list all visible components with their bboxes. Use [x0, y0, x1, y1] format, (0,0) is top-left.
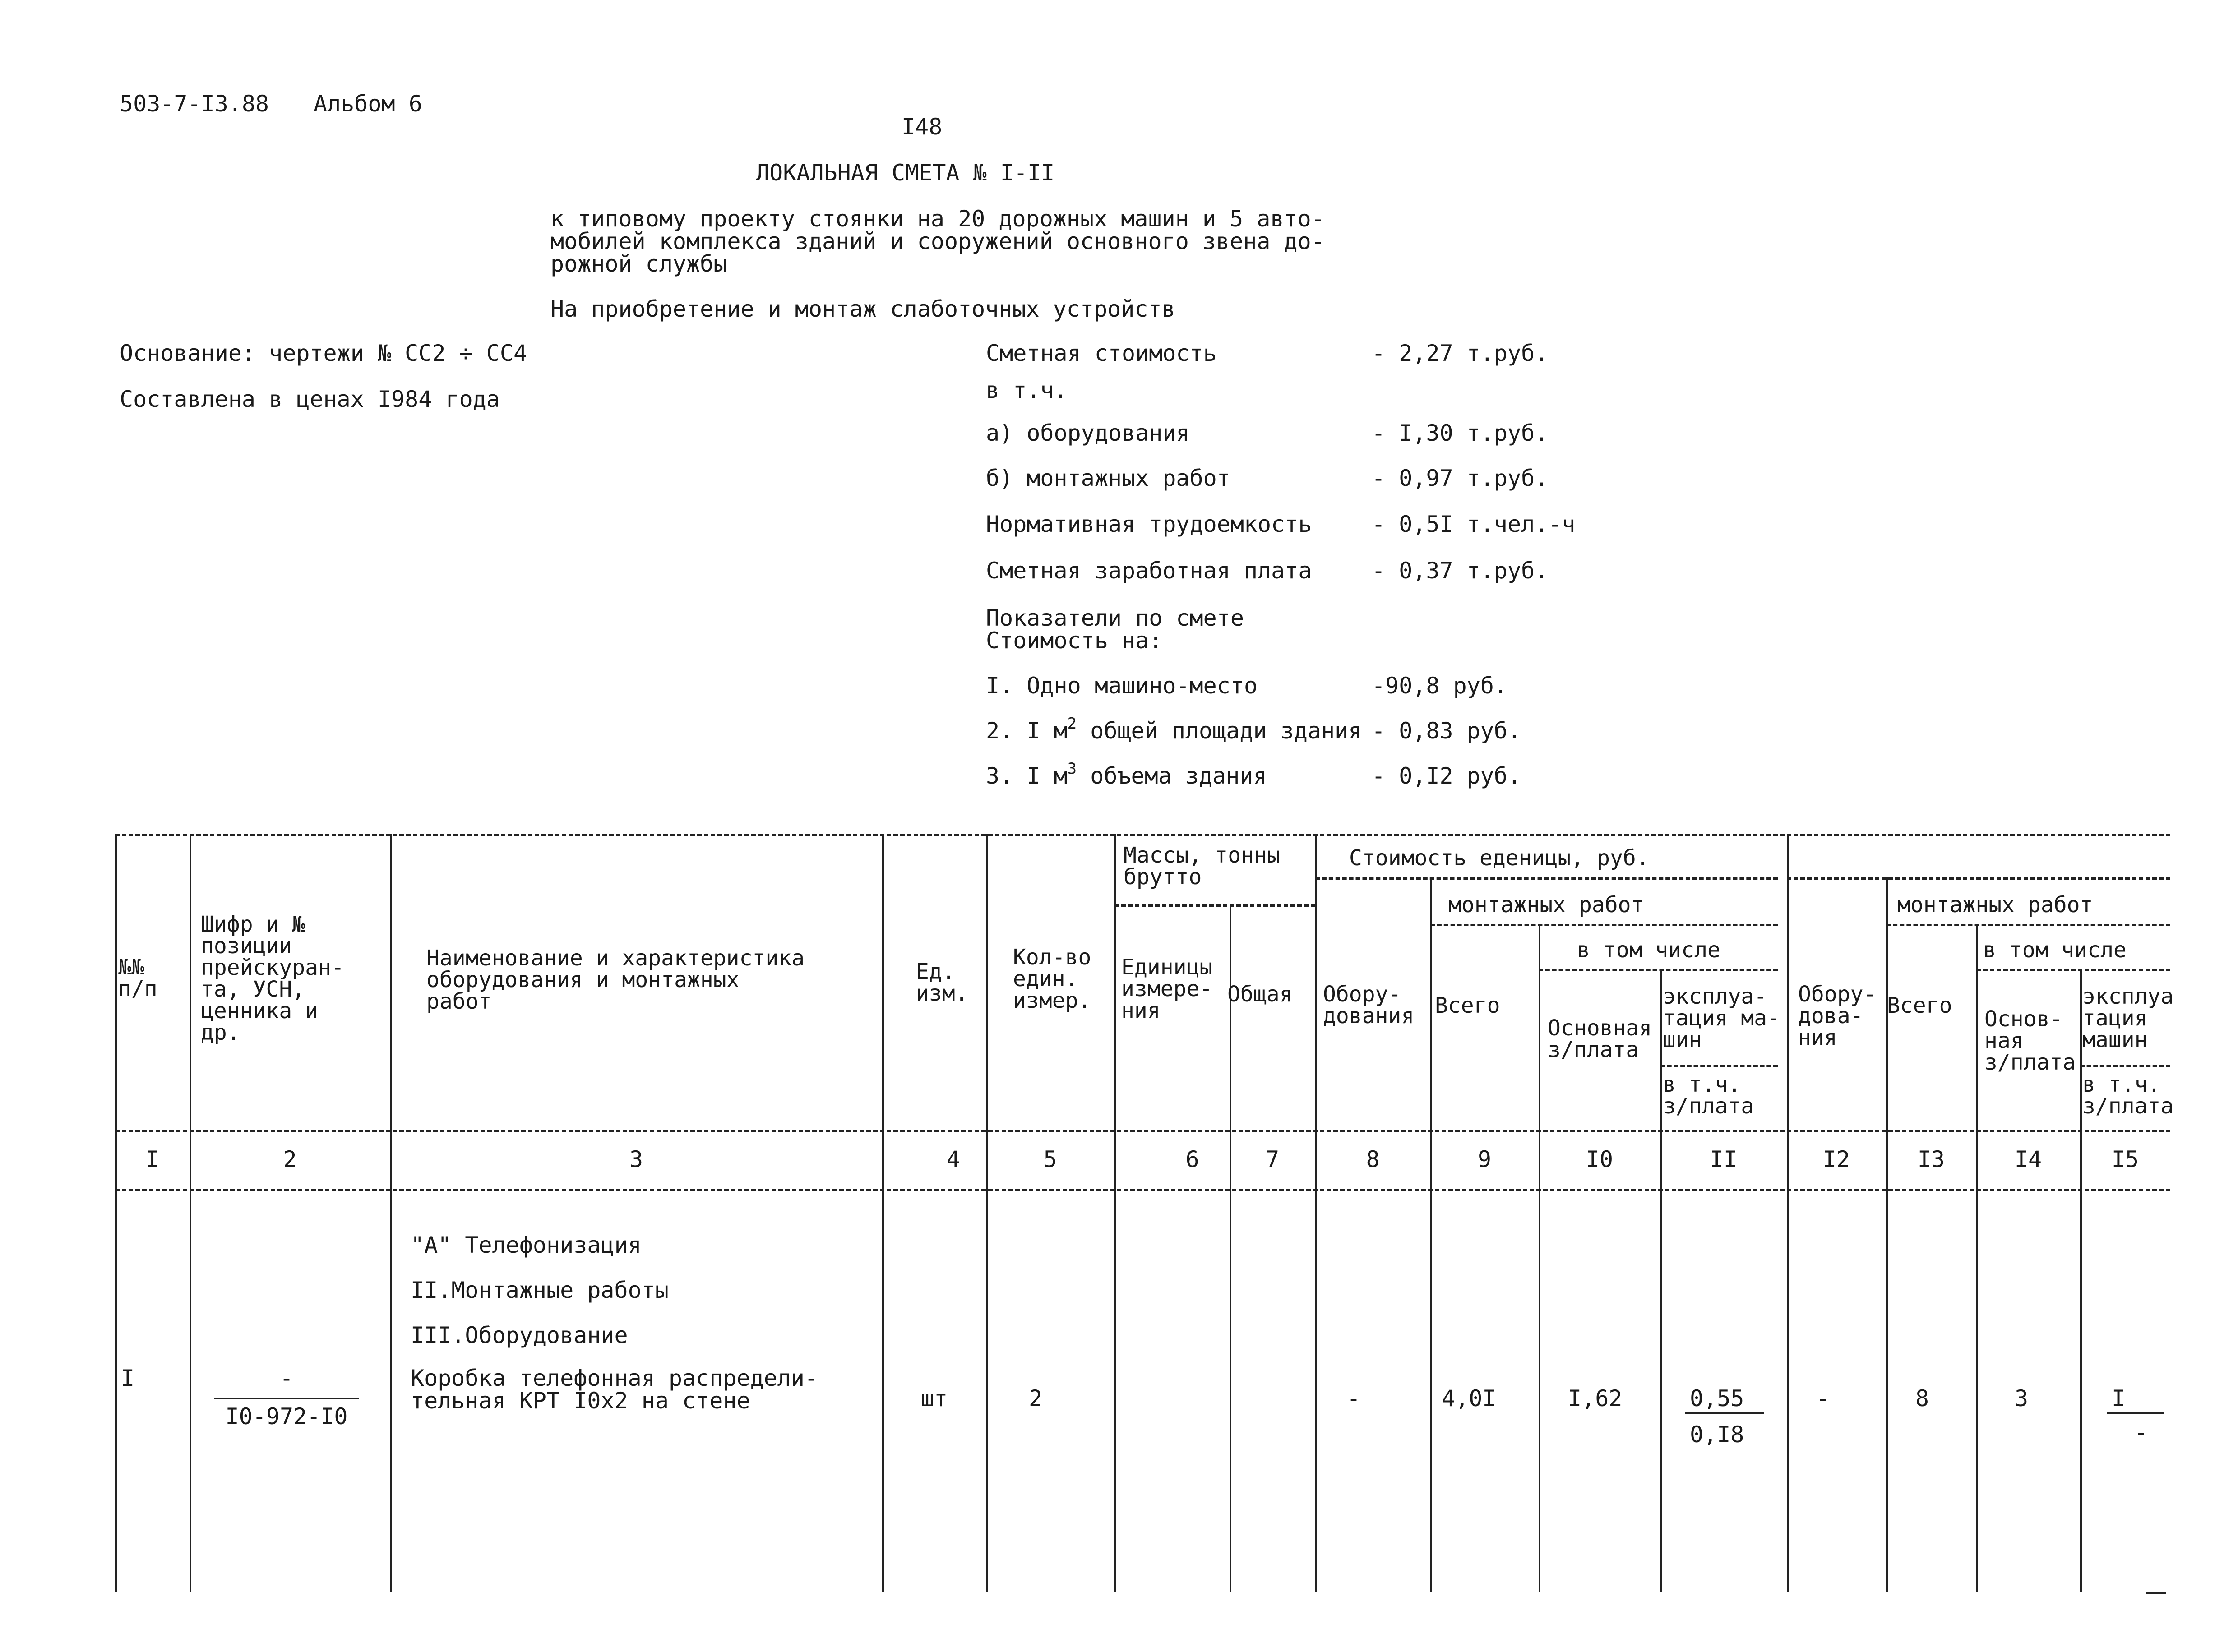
header-num: №№ п/п: [118, 955, 157, 1001]
equipment-cost-value: - I,30 т.руб.: [1372, 420, 1549, 446]
col-number-12: I2: [1822, 1146, 1850, 1172]
row-total: 4,0I: [1442, 1385, 1496, 1412]
indicators-heading: Показатели по смете Стоимость на:: [986, 605, 1244, 654]
estimate-title: ЛОКАЛЬНАЯ СМЕТА № I-II: [756, 160, 1055, 186]
col-number-1: I: [145, 1146, 159, 1172]
cost-value: - 2,27 т.руб.: [1372, 340, 1549, 366]
row-code-numerator: -: [279, 1365, 294, 1391]
indicator-3-value: - 0,I2 руб.: [1372, 763, 1521, 789]
row-num: I: [121, 1365, 135, 1391]
row-code-fraction-bar: [214, 1398, 359, 1399]
col-number-3: 3: [629, 1146, 643, 1172]
including-label: в т.ч.: [986, 377, 1068, 403]
col-number-5: 5: [1043, 1146, 1057, 1172]
col-border-2: [390, 834, 392, 1592]
row-machines-2: I: [2112, 1385, 2126, 1412]
rule-unit-cost: [1315, 877, 1778, 880]
header-install: монтажных работ: [1448, 892, 1644, 918]
page-corner-mark: [2146, 1592, 2166, 1594]
row-unit: шт: [920, 1385, 948, 1412]
row-machines-fraction-bar: [1685, 1412, 1764, 1414]
col-number-9: 9: [1477, 1146, 1492, 1172]
indicator-1-label: I. Одно машино-место: [986, 673, 1258, 699]
equipment-cost-label: а) оборудования: [986, 420, 1190, 446]
header-unit-cost: Стоимость еденицы, руб.: [1349, 845, 1649, 871]
row-machines-wage: 0,I8: [1690, 1421, 1744, 1448]
indicator-1-value: -90,8 руб.: [1372, 673, 1508, 699]
header-incl-wage: в т.ч. з/плата: [1663, 1072, 1754, 1119]
col-number-8: 8: [1366, 1146, 1380, 1172]
col-border-0: [115, 834, 117, 1592]
header-mass-total: Общая: [1227, 982, 1293, 1007]
col-border-3: [882, 834, 884, 1592]
header-code: Шифр и № позиции прейскуран- та, УСН, ценника и др.: [201, 912, 344, 1045]
header-machines-2: эксплуа тация машин: [2082, 984, 2174, 1052]
col-border-6: [1230, 904, 1231, 1592]
estimate-subtitle: к типовому проекту стоянки на 20 дорожных машин и 5 авто- мобилей комплекса зданий и сооружений основного звена до- рожной службы: [550, 206, 1325, 277]
indicator-3-superscript: 3: [1067, 760, 1077, 778]
col-number-11: II: [1710, 1146, 1738, 1172]
section-telephony: "А" Телефонизация: [411, 1232, 642, 1258]
cost-label: Сметная стоимость: [986, 340, 1217, 366]
page-number: I48: [902, 114, 943, 140]
header-incl: в том числе: [1577, 937, 1720, 963]
col-number-2: 2: [283, 1146, 297, 1172]
col-number-14: I4: [2014, 1146, 2042, 1172]
col-border-8: [1430, 877, 1432, 1592]
header-qty: Кол-во един. измер.: [1013, 945, 1091, 1013]
rule-install-2: [1787, 877, 2170, 880]
album-label: Альбом 6: [314, 91, 422, 117]
indicator-2-value: - 0,83 руб.: [1372, 718, 1521, 744]
install-cost-label: б) монтажных работ: [986, 465, 1230, 491]
col-border-9: [1539, 924, 1540, 1592]
labor-label: Нормативная трудоемкость: [986, 511, 1312, 537]
row-code: I0-972-I0: [225, 1403, 348, 1430]
rule-incl: [1539, 969, 1778, 971]
header-equipment: Обору- дования: [1323, 982, 1415, 1029]
col-border-7: [1315, 834, 1317, 1592]
header-base-wage-2: Основ- ная з/плата: [1984, 1006, 2076, 1075]
row-machines-2-fraction-bar: [2107, 1412, 2164, 1414]
col-number-7: 7: [1265, 1146, 1280, 1172]
document-code: 503-7-I3.88: [120, 91, 269, 117]
rule-machines-2: [1976, 969, 2170, 971]
col-border-11: [1787, 834, 1789, 1592]
header-unit: Ед. изм.: [916, 959, 968, 1006]
col-border-13: [1976, 924, 1978, 1592]
wage-label: Сметная заработная плата: [986, 558, 1312, 584]
basis-drawings: Основание: чертежи № СС2 ÷ СС4: [120, 340, 527, 366]
col-border-4: [986, 834, 988, 1592]
col-number-10: I0: [1586, 1146, 1614, 1172]
rule-incl-wage: [1660, 1065, 1778, 1067]
estimate-purpose: На приобретение и монтаж слаботочных устройств: [550, 296, 1175, 322]
section-installation: II.Монтажные работы: [411, 1277, 669, 1303]
row-equipment: -: [1347, 1385, 1361, 1412]
header-name: Наименование и характеристика оборудования и монтажных работ: [426, 946, 805, 1014]
col-border-10: [1660, 969, 1662, 1592]
install-cost-value: - 0,97 т.руб.: [1372, 465, 1549, 491]
rule-header-bottom: [115, 1130, 2170, 1132]
section-equipment: III.Оборудование: [411, 1322, 628, 1348]
indicator-2-superscript: 2: [1067, 715, 1077, 733]
col-number-13: I3: [1917, 1146, 1945, 1172]
labor-value: - 0,5I т.чел.-ч: [1372, 511, 1576, 537]
header-equipment-2: Обору- дова- ния: [1798, 982, 1877, 1050]
header-incl-wage-2: в т.ч. з/плата: [2082, 1072, 2174, 1119]
indicator-3-label: 3. I $м^3$ объема здания: [986, 760, 1267, 789]
rule-incl-wage-2: [2080, 1065, 2170, 1067]
row-total-2: 8: [1915, 1385, 1929, 1412]
row-wage-2: 3: [2015, 1385, 2029, 1412]
row-machines-wage-2: -: [2134, 1419, 2148, 1445]
row-wage: I,62: [1568, 1385, 1623, 1412]
col-border-14: [2080, 969, 2082, 1592]
wage-value: - 0,37 т.руб.: [1372, 558, 1549, 584]
row-machines: 0,55: [1690, 1385, 1744, 1412]
col-border-1: [190, 834, 191, 1592]
header-mass-unit: Единицы измере- ния: [1121, 955, 1213, 1023]
header-total: Всего: [1435, 993, 1500, 1018]
header-base-wage: Основная з/плата: [1548, 1015, 1652, 1062]
header-incl-2: в том числе: [1983, 937, 2127, 963]
header-total-2: Всего: [1887, 993, 1952, 1018]
indicator-2-label: 2. I $м^2$ общей площади здания: [986, 715, 1362, 744]
table-top-border: [115, 834, 2170, 836]
prices-year: Составлена в ценах I984 года: [120, 386, 500, 412]
col-number-15: I5: [2111, 1146, 2139, 1172]
header-machines: эксплуа- тация ма- шин: [1663, 984, 1780, 1052]
col-border-12: [1886, 877, 1888, 1592]
col-border-5: [1114, 834, 1116, 1592]
row-qty: 2: [1029, 1385, 1043, 1412]
row-equipment-2: -: [1816, 1385, 1830, 1412]
header-mass: Массы, тонны брутто: [1124, 843, 1280, 890]
rule-incl-2: [1886, 924, 2170, 926]
header-install-2: монтажных работ: [1897, 892, 2093, 918]
rule-mass: [1114, 904, 1315, 907]
rule-install: [1430, 924, 1778, 926]
rule-col-numbers: [115, 1189, 2170, 1191]
row-name: Коробка телефонная распредели- тельная КРТ I0х2 на стене: [411, 1365, 818, 1414]
col-number-6: 6: [1185, 1146, 1199, 1172]
col-number-4: 4: [946, 1146, 960, 1172]
